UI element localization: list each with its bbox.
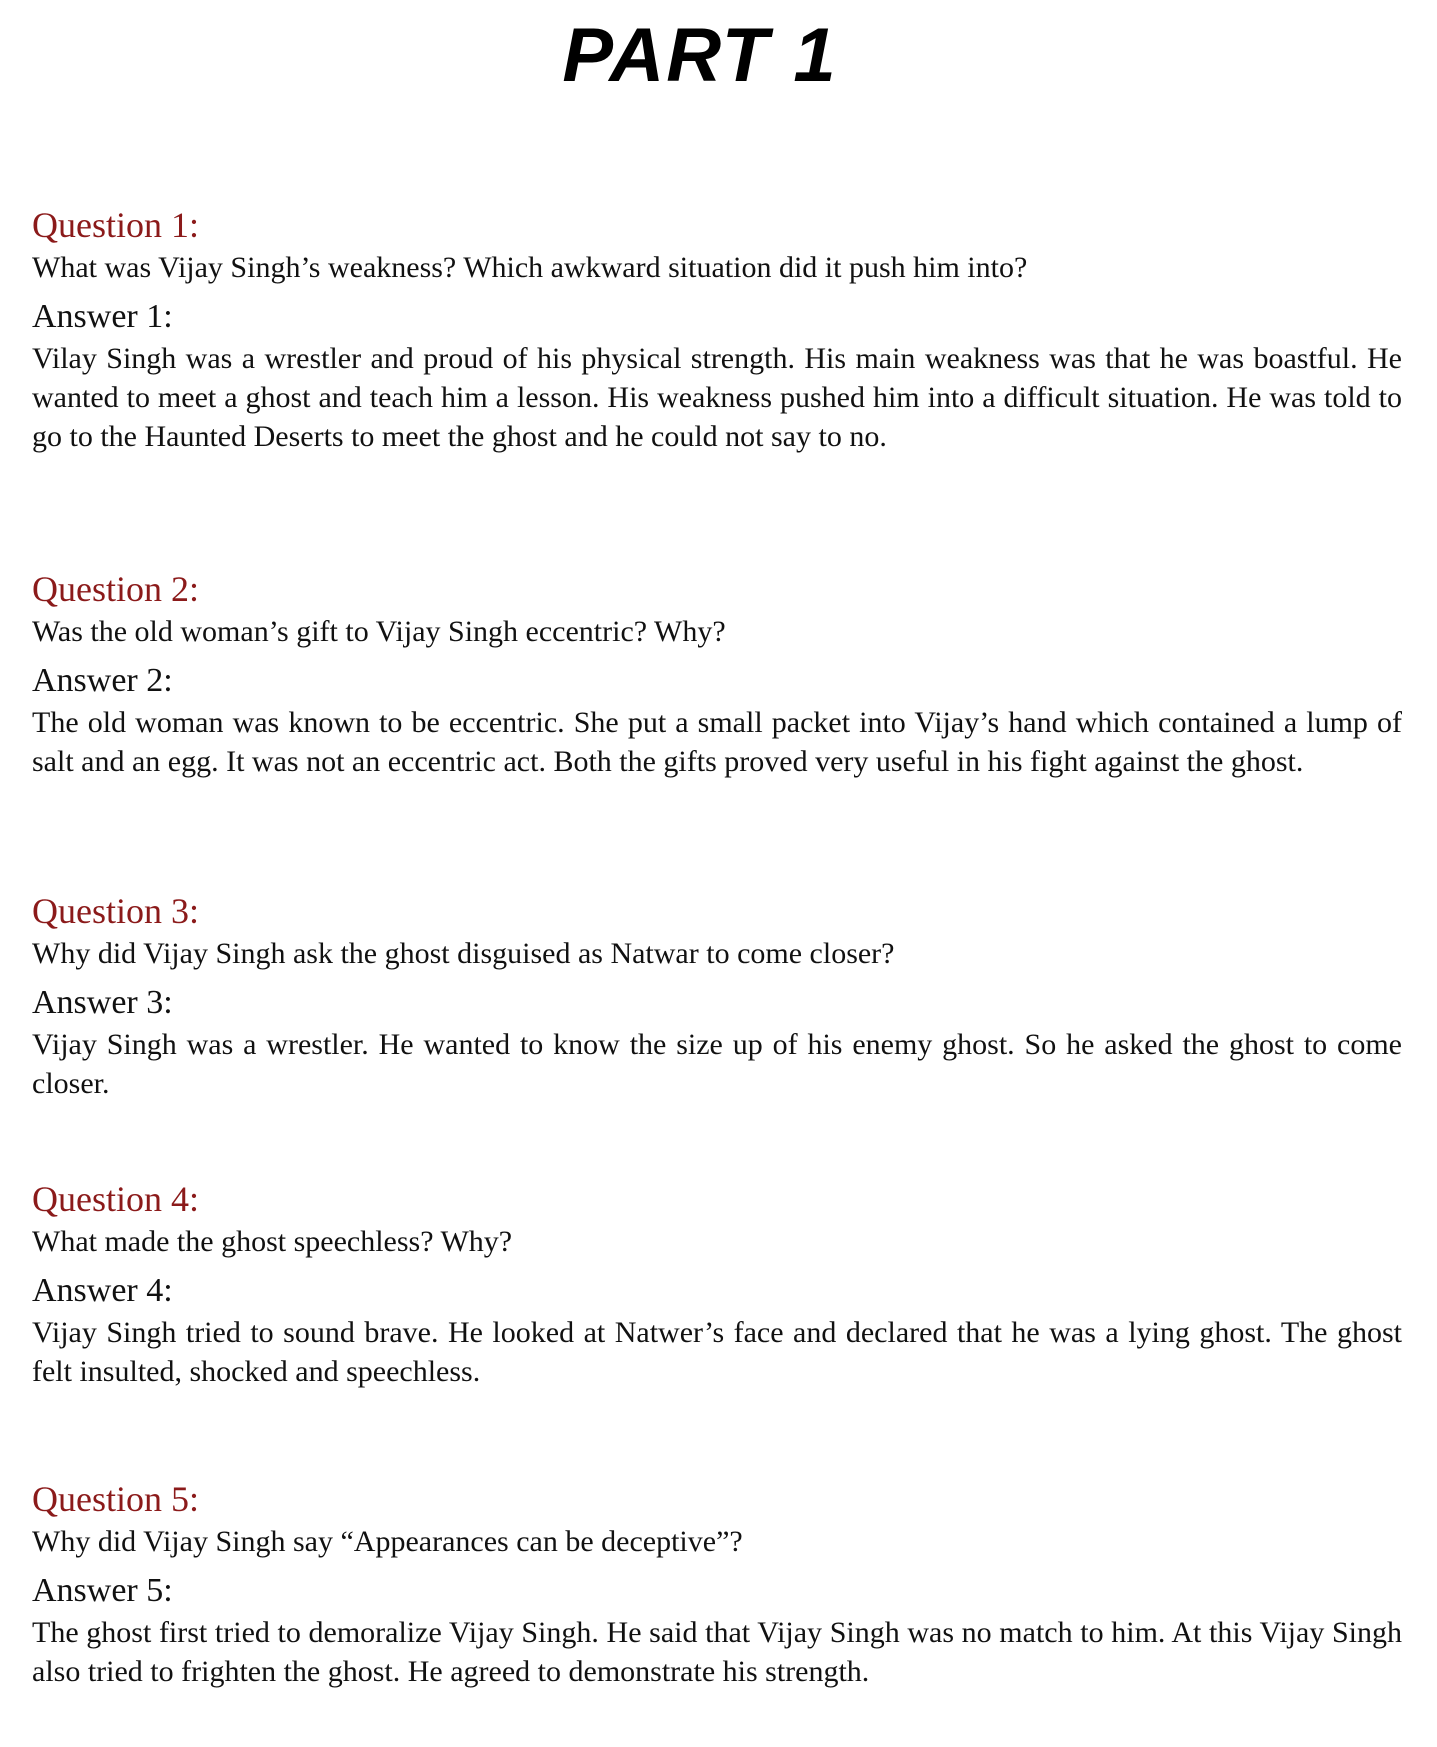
question-label: Question 4: <box>32 1179 199 1219</box>
qa-block-1 <box>32 206 1402 456</box>
answer-label: Answer 4: <box>32 1271 173 1309</box>
answer-label: Answer 2: <box>32 661 173 699</box>
answer-label: Answer 1: <box>32 297 173 335</box>
answer-text: Vilay Singh was a wrestler and proud of his physical strength. His main weakness was that he was boastful. He wanted to meet a ghost and teach him a lesson. His weakness pushed him into a difficult situation. He was told to go to the Haunted Deserts to meet the ghost and he could not say to no. <box>32 342 1402 454</box>
qa-block-4 <box>32 1180 1402 1391</box>
answer-text: Vijay Singh was a wrestler. He wanted to know the size up of his enemy ghost. So he asked the ghost to come closer. <box>32 1028 1402 1101</box>
answer-label: Answer 5: <box>32 1571 173 1609</box>
qa-block-5 <box>32 1480 1402 1691</box>
answer-text: The old woman was known to be eccentric. She put a small packet into Vijay’s hand which contained a lump of salt and an egg. It was not an eccentric act. Both the gifts proved very useful in his fight against the ghost. <box>32 706 1402 779</box>
answer-text: The ghost first tried to demoralize Vijay Singh. He said that Vijay Singh was no match to him. At this Vijay Singh also tried to frighten the ghost. He agreed to demonstrate his strength. <box>32 1616 1402 1689</box>
answer-label: Answer 3: <box>32 983 173 1021</box>
question-label: Question 2: <box>32 569 199 609</box>
question-text: Why did Vijay Singh ask the ghost disguised as Natwar to come closer? <box>32 936 895 970</box>
question-text: What made the ghost speechless? Why? <box>32 1224 513 1258</box>
answer-text: Vijay Singh tried to sound brave. He looked at Natwer’s face and declared that he was a lying ghost. The ghost felt insulted, shocked and speechless. <box>32 1316 1402 1389</box>
question-text: Was the old woman’s gift to Vijay Singh eccentric? Why? <box>32 614 726 648</box>
qa-block-3 <box>32 892 1402 1103</box>
question-label: Question 5: <box>32 1479 199 1519</box>
page-title: PART 1 <box>562 13 838 98</box>
question-label: Question 1: <box>32 205 199 245</box>
question-text: What was Vijay Singh’s weakness? Which awkward situation did it push him into? <box>32 250 1028 284</box>
question-text: Why did Vijay Singh say “Appearances can be deceptive”? <box>32 1524 743 1558</box>
qa-block-2 <box>32 570 1402 781</box>
question-label: Question 3: <box>32 891 199 931</box>
